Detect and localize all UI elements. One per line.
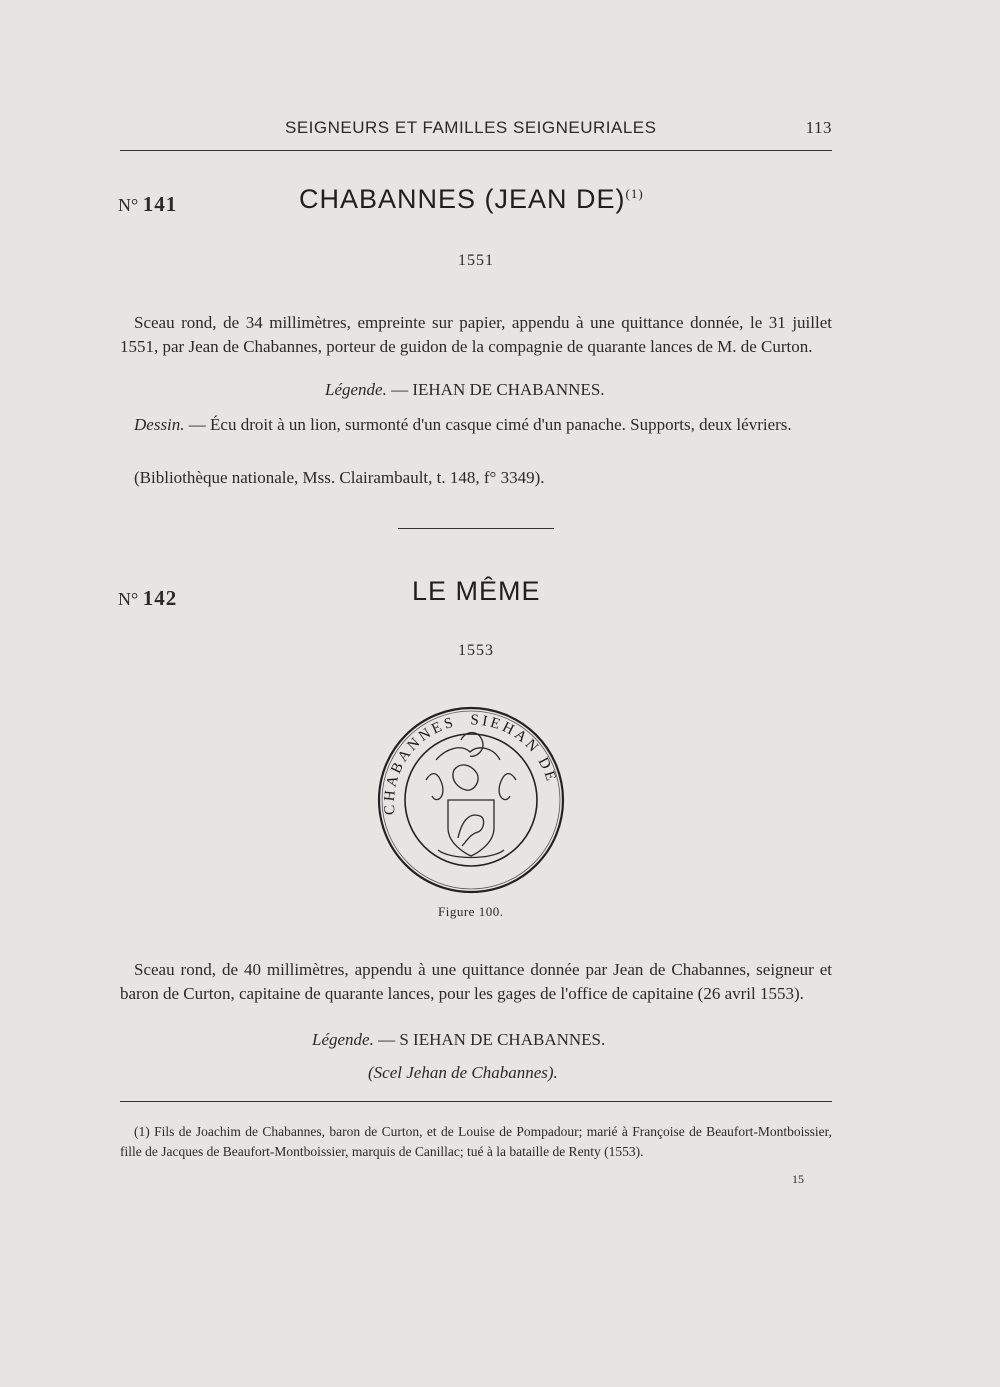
helmet: [453, 765, 478, 790]
section-divider: [398, 528, 554, 529]
shield: [448, 800, 494, 856]
entry-142-translation: [368, 1063, 558, 1083]
running-title: SEIGNEURS ET FAMILLES SEIGNEURIALES: [285, 118, 657, 137]
seal-heraldry: [426, 733, 516, 858]
entry-142-description: Sceau rond, de 40 millimètres, appendu à une quittance donnée par Jean de Chabannes, seigneur et baron de Curton, capitaine de quarante lances, pour les gages de l'office de capitaine (26 avril 1553).: [120, 960, 832, 1003]
entry-141-description: Sceau rond, de 34 millimètres, empreinte sur papier, appendu à une quittance donnée, le 31 juillet 1551, par Jean de Chabannes, porteur de guidon de la compagnie de quarante lances de M. de Curton.: [120, 313, 832, 356]
figure-caption: Figure 100.: [438, 904, 504, 919]
entry-141-number: [118, 192, 177, 217]
drawing-label: Dessin.: [134, 415, 185, 434]
entry-141-drawing: [120, 413, 832, 437]
page-number: 113: [805, 118, 832, 137]
crest-plume: [461, 733, 483, 757]
translation-text: (Scel Jehan de Chabannes).: [368, 1063, 558, 1082]
header-rule: [120, 150, 832, 151]
entry-141-title: [299, 184, 644, 215]
footnote-ref: (1): [625, 186, 644, 201]
number-prefix: N°: [118, 195, 139, 215]
seal-legend-right: SIEHAN DE: [470, 712, 560, 786]
lion: [458, 815, 484, 846]
mantling-top: [436, 748, 500, 760]
number-value: 141: [142, 192, 178, 216]
legend-label: Légende.: [325, 380, 387, 399]
signature-number: 15: [792, 1172, 804, 1186]
entry-142-title: LE MÊME: [412, 576, 541, 606]
number-value: 142: [142, 586, 178, 610]
supporter-left: [426, 774, 443, 800]
entry-141-legend: [325, 380, 605, 400]
legend-label: Légende.: [312, 1030, 374, 1049]
entry-142-number: [118, 586, 177, 611]
seal-legend-left: CHABANNES: [381, 714, 458, 816]
entry-141-source: (Bibliothèque nationale, Mss. Clairambault, t. 148, f° 3349).: [134, 468, 545, 487]
legend-text: — S IEHAN DE CHABANNES.: [373, 1030, 606, 1049]
number-prefix: N°: [118, 589, 139, 609]
supporter-right: [499, 774, 516, 800]
footnote-text: (1) Fils de Joachim de Chabannes, baron de Curton, et de Louise de Pompadour; marié à Françoise de Beaufort-Montboissier, fille de Jacques de Beaufort-Montboissier, marquis de Canillac; tué à la bataille de Renty (1553).: [120, 1124, 832, 1159]
entry-142-year: 1553: [458, 642, 494, 659]
footnote-rule: [120, 1101, 832, 1102]
seal-illustration: [366, 700, 576, 900]
entry-142-legend: [312, 1030, 605, 1050]
legend-text: — IEHAN DE CHABANNES.: [386, 380, 605, 399]
title-text: CHABANNES (JEAN DE): [299, 184, 626, 214]
entry-141-year: 1551: [458, 252, 494, 269]
drawing-text: — Écu droit à un lion, surmonté d'un casque cimé d'un panache. Supports, deux lévriers.: [184, 415, 792, 434]
